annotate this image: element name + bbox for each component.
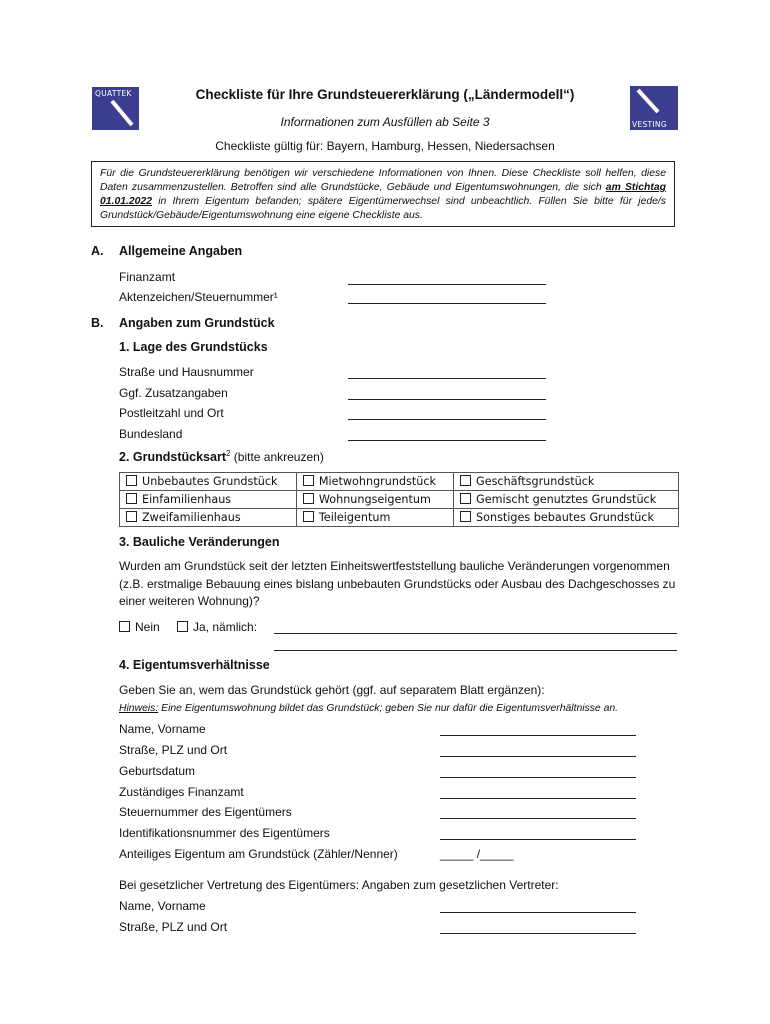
label-nein: Nein — [135, 620, 160, 634]
checkbox[interactable] — [126, 475, 137, 486]
option-wohnungseigentum[interactable]: Wohnungseigentum — [296, 491, 453, 509]
info-emphasis: am Stichtag 01.01.2022 — [100, 182, 666, 207]
input-line-owner-address[interactable] — [440, 756, 636, 757]
checkbox[interactable] — [126, 511, 137, 522]
option-unbebaut[interactable]: Unbebautes Grundstück — [120, 473, 297, 491]
sub2-footnote: 2 — [225, 449, 231, 458]
quattek-logo-text: QUATTEK — [95, 89, 132, 98]
input-line-owner-idnumber[interactable] — [440, 839, 636, 840]
field-label-aktenzeichen: Aktenzeichen/Steuernummer¹ — [119, 290, 278, 304]
sub3-choice — [119, 620, 257, 634]
checkbox[interactable] — [126, 493, 137, 504]
field-label-finanzamt: Finanzamt — [119, 270, 176, 284]
input-line-bundesland[interactable] — [348, 440, 546, 441]
page-title: Checkliste für Ihre Grundsteuererklärung („Ländermodell“) — [195, 87, 575, 102]
property-type-row — [120, 473, 679, 491]
vesting-logo-text: VESTING — [632, 120, 667, 129]
sub4-title: 4. Eigentumsverhältnisse — [119, 658, 270, 672]
option-teileigentum[interactable]: Teileigentum — [296, 509, 453, 527]
option-geschaeft[interactable]: Geschäftsgrundstück — [454, 473, 679, 491]
sub2-hint: (bitte ankreuzen) — [230, 450, 324, 464]
input-line-finanzamt[interactable] — [348, 284, 546, 285]
section-a-title: Allgemeine Angaben — [119, 244, 243, 258]
representative-text: Bei gesetzlicher Vertretung des Eigentümers: Angaben zum gesetzlichen Vertreter: — [119, 878, 559, 892]
input-line-owner-taxnumber[interactable] — [440, 818, 636, 819]
share-fraction-input[interactable]: _____ /_____ — [440, 847, 514, 861]
input-line-rep-name[interactable] — [440, 912, 636, 913]
owner-label-share: Anteiliges Eigentum am Grundstück (Zähler/Nenner) — [119, 847, 398, 861]
input-line-plz[interactable] — [348, 419, 546, 420]
hint-text: Eine Eigentumswohnung bildet das Grundstück; geben Sie nur dafür die Eigentumsverhältnisse an. — [158, 703, 619, 714]
option-einfamilienhaus[interactable]: Einfamilienhaus — [120, 491, 297, 509]
property-type-row — [120, 491, 679, 509]
sub1-title: 1. Lage des Grundstücks — [119, 340, 268, 354]
owner-label-taxnumber: Steuernummer des Eigentümers — [119, 805, 292, 819]
input-line-owner-birthdate[interactable] — [440, 777, 636, 778]
owner-label-finanzamt: Zuständiges Finanzamt — [119, 785, 244, 799]
input-line-zusatz[interactable] — [348, 399, 546, 400]
checkbox[interactable] — [460, 475, 471, 486]
checkbox[interactable] — [303, 475, 314, 486]
owner-label-idnumber: Identifikationsnummer des Eigentümers — [119, 826, 330, 840]
sub2-heading — [119, 449, 324, 464]
sub3-title: 3. Bauliche Veränderungen — [119, 535, 280, 549]
input-line-changes-1[interactable] — [274, 633, 677, 634]
info-text-1: Für die Grundsteuererklärung benötigen wir verschiedene Informationen von Ihnen. Diese Checkliste soll helfen, diese Daten zusammenzustellen. Betroffen sind alle Grundstücke, Gebäude und Eigentumswohnungen, die sich — [100, 168, 666, 193]
checkbox[interactable] — [303, 493, 314, 504]
input-line-owner-finanzamt[interactable] — [440, 798, 636, 799]
input-line-strasse[interactable] — [348, 378, 546, 379]
checkbox-nein[interactable] — [119, 621, 130, 632]
sub2-title: 2. Grundstücksart — [119, 450, 226, 464]
rep-label-address: Straße, PLZ und Ort — [119, 920, 228, 934]
field-label-bundesland: Bundesland — [119, 427, 183, 441]
property-type-grid — [119, 472, 679, 527]
option-zweifamilienhaus[interactable]: Zweifamilienhaus — [120, 509, 297, 527]
section-b-letter: B. — [91, 316, 104, 330]
option-gemischt[interactable]: Gemischt genutztes Grundstück — [454, 491, 679, 509]
sub3-text: Wurden am Grundstück seit der letzten Einheitswertfeststellung bauliche Veränderungen vorgenommen (z.B. erstmalige Bebauung eines bislang unbebauten Grundstücks oder Ausbau des Dachgeschosses zu einer weiteren Wohnung)? — [119, 559, 676, 608]
checkbox[interactable] — [303, 511, 314, 522]
page-subtitle: Informationen zum Ausfüllen ab Seite 3 — [280, 115, 490, 129]
option-mietwohn[interactable]: Mietwohngrundstück — [296, 473, 453, 491]
owner-label-address: Straße, PLZ und Ort — [119, 743, 228, 757]
checkbox-ja[interactable] — [177, 621, 188, 632]
field-label-plz: Postleitzahl und Ort — [119, 406, 224, 420]
info-box — [91, 161, 675, 227]
property-type-row — [120, 509, 679, 527]
hint-label: Hinweis: — [119, 703, 159, 714]
section-b-title: Angaben zum Grundstück — [119, 316, 275, 330]
field-label-strasse: Straße und Hausnummer — [119, 365, 254, 379]
checkbox[interactable] — [460, 493, 471, 504]
input-line-rep-address[interactable] — [440, 933, 636, 934]
sub4-hint — [119, 703, 618, 714]
owner-label-birthdate: Geburtsdatum — [119, 764, 196, 778]
input-line-owner-name[interactable] — [440, 735, 636, 736]
valid-states: Checkliste gültig für: Bayern, Hamburg, Hessen, Niedersachsen — [215, 139, 555, 153]
input-line-changes-2[interactable] — [274, 650, 677, 651]
input-line-aktenzeichen[interactable] — [348, 303, 546, 304]
info-text-2: in Ihrem Eigentum befanden; spätere Eigentümerwechsel sind unbeachtlich. Füllen Sie bitte für jede/s Grundstück/Gebäude/Eigentumswohnung eine eigene Checkliste aus. — [100, 196, 666, 221]
option-sonstiges[interactable]: Sonstiges bebautes Grundstück — [454, 509, 679, 527]
sub4-text: Geben Sie an, wem das Grundstück gehört (ggf. auf separatem Blatt ergänzen): — [119, 683, 545, 697]
label-ja: Ja, nämlich: — [193, 620, 258, 634]
section-a-letter: A. — [91, 244, 104, 258]
owner-label-name: Name, Vorname — [119, 722, 206, 736]
field-label-zusatz: Ggf. Zusatzangaben — [119, 386, 228, 400]
checkbox[interactable] — [460, 511, 471, 522]
rep-label-name: Name, Vorname — [119, 899, 206, 913]
